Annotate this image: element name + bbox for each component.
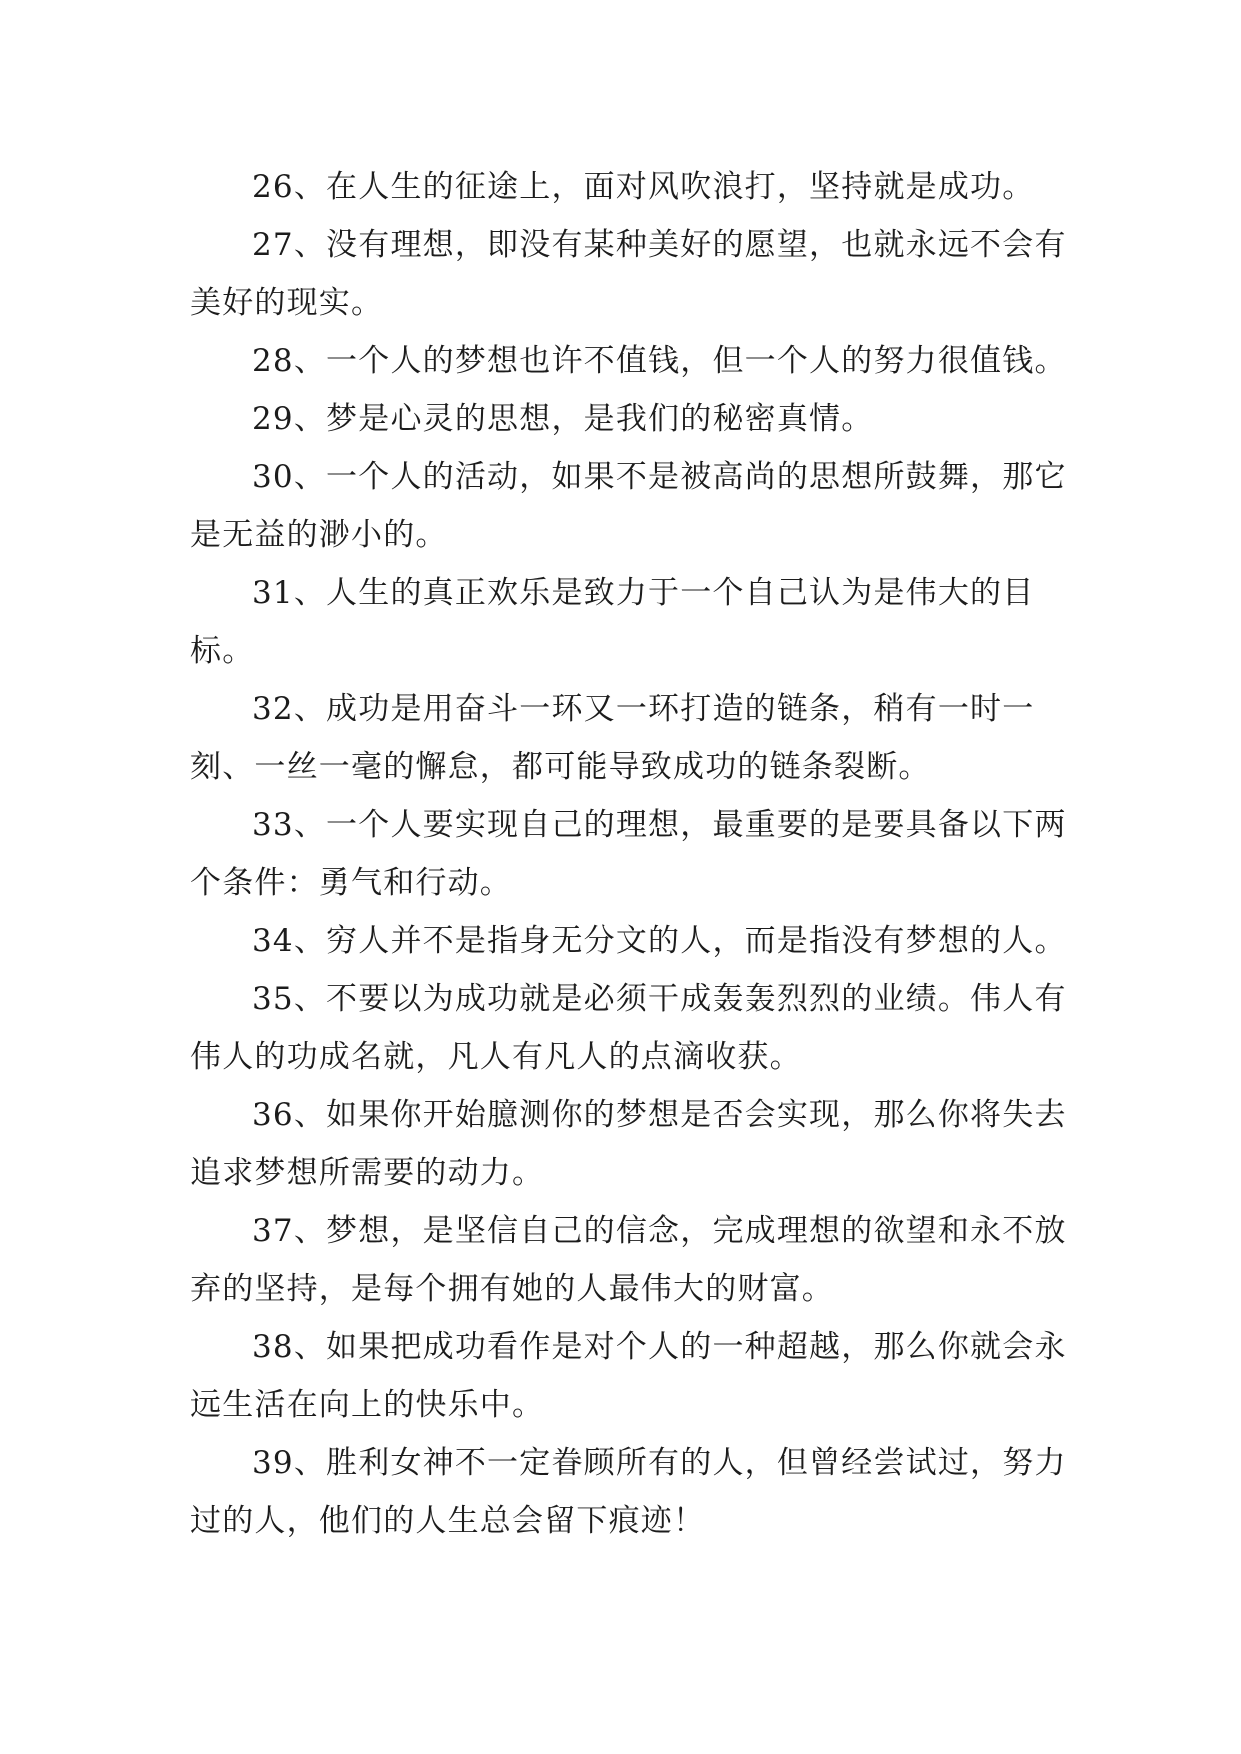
quote-paragraph-35: 35、不要以为成功就是必须干成轰轰烈烈的业绩。伟人有伟人的功成名就，凡人有凡人的点滴收获。 <box>190 981 1067 1075</box>
quote-paragraph-31: 31、人生的真正欢乐是致力于一个自己认为是伟大的目标。 <box>190 575 1035 669</box>
quote-paragraph-39: 39、胜利女神不一定眷顾所有的人，但曾经尝试过，努力过的人，他们的人生总会留下痕迹！ <box>190 1445 1067 1539</box>
quote-paragraph-32: 32、成功是用奋斗一环又一环打造的链条，稍有一时一刻、一丝一毫的懈怠，都可能导致成功的链条裂断。 <box>190 691 1035 785</box>
quote-paragraph-26: 26、在人生的征途上，面对风吹浪打，坚持就是成功。 <box>252 169 1035 205</box>
quote-paragraph-37: 37、梦想，是坚信自己的信念，完成理想的欲望和永不放弃的坚持，是每个拥有她的人最伟大的财富。 <box>190 1213 1067 1307</box>
quote-paragraph-28: 28、一个人的梦想也许不值钱，但一个人的努力很值钱。 <box>252 343 1067 379</box>
quote-paragraph-36: 36、如果你开始臆测你的梦想是否会实现，那么你将失去追求梦想所需要的动力。 <box>190 1097 1067 1191</box>
quote-paragraph-34: 34、穷人并不是指身无分文的人，而是指没有梦想的人。 <box>252 923 1067 959</box>
quote-paragraph-27: 27、没有理想，即没有某种美好的愿望，也就永远不会有美好的现实。 <box>190 227 1067 321</box>
quote-paragraph-30: 30、一个人的活动，如果不是被高尚的思想所鼓舞，那它是无益的渺小的。 <box>190 459 1067 553</box>
document-body <box>190 158 1070 1550</box>
quote-paragraph-29: 29、梦是心灵的思想，是我们的秘密真情。 <box>252 401 874 437</box>
quote-paragraph-33: 33、一个人要实现自己的理想，最重要的是要具备以下两个条件：勇气和行动。 <box>190 807 1067 901</box>
quote-paragraph-38: 38、如果把成功看作是对个人的一种超越，那么你就会永远生活在向上的快乐中。 <box>190 1329 1067 1423</box>
